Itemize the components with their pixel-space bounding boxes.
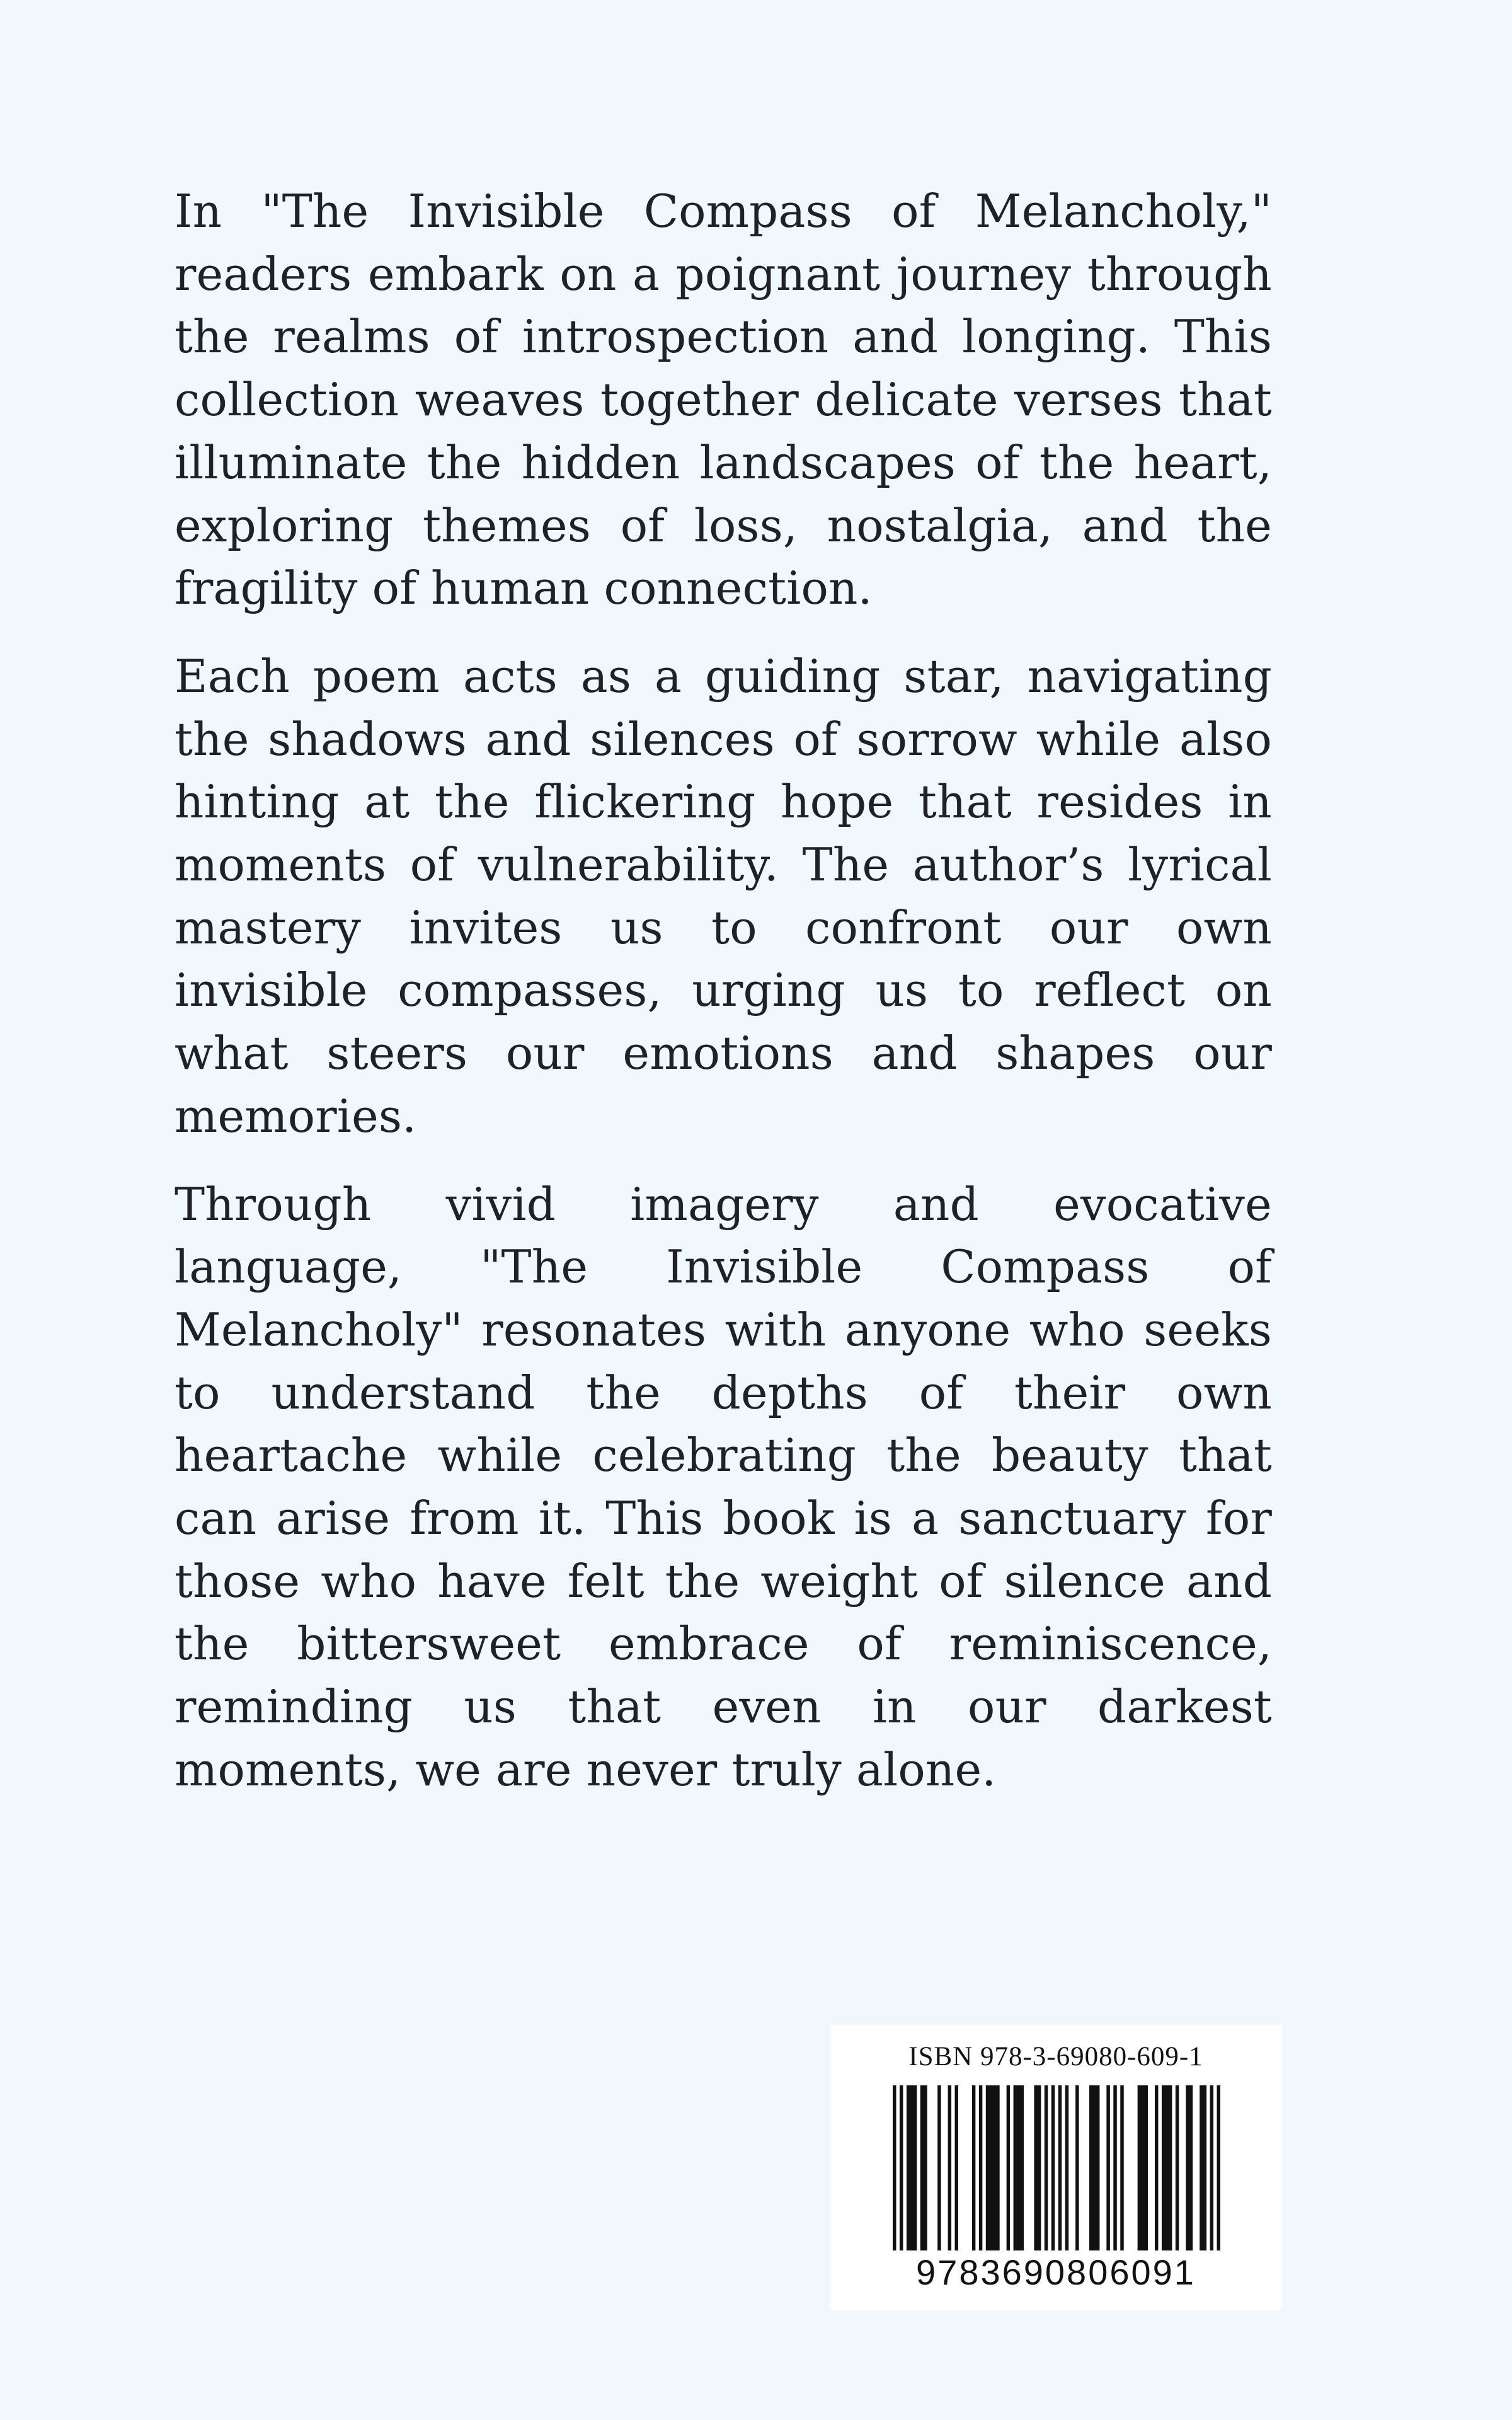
isbn-label: ISBN 978-3-69080-609-1: [908, 2042, 1203, 2071]
barcode-bar: [1007, 2085, 1010, 2250]
barcode-bar: [948, 2085, 951, 2250]
blurb-paragraph-2: Each poem acts as a guiding star, navigating the shadows and silences of sorrow while also hinting at the flickering hope that resides in moments of vulnerability. The author’s lyrical mastery invites us to confront our own invisible compasses, urging us to reflect on what steers our emotions and shapes our memories.: [175, 649, 1272, 1143]
barcode-bar: [1186, 2085, 1193, 2250]
barcode-bar: [986, 2085, 1000, 2250]
barcode-bar: [1176, 2085, 1179, 2250]
barcode-bar: [1058, 2085, 1062, 2250]
barcode-bar: [1155, 2085, 1158, 2250]
barcode-bar: [1217, 2085, 1220, 2250]
barcode-bar: [1200, 2085, 1206, 2250]
barcode-bar: [1089, 2085, 1099, 2250]
barcode-bar: [1065, 2085, 1068, 2250]
barcode-bar: [1106, 2085, 1109, 2250]
barcode-bar: [893, 2085, 896, 2250]
back-cover-blurb: [175, 180, 1272, 1827]
barcode-bar: [955, 2085, 958, 2250]
barcode-bar: [900, 2085, 903, 2250]
barcode-bar: [1113, 2085, 1116, 2250]
barcode-bar: [1120, 2085, 1123, 2250]
barcode-bars: [893, 2085, 1220, 2250]
barcode-bar: [972, 2085, 975, 2250]
barcode-bar: [1075, 2085, 1079, 2250]
barcode-bar: [937, 2085, 941, 2250]
barcode-bar: [1051, 2085, 1055, 2250]
barcode-bar: [1045, 2085, 1048, 2250]
ean-digits: 9783690806091: [916, 2252, 1196, 2292]
isbn-barcode-box: [830, 2025, 1282, 2310]
barcode-bar: [1014, 2085, 1024, 2250]
blurb-paragraph-1: In "The Invisible Compass of Melancholy," readers embark on a poignant journey through the realms of introspection and longing. This collection weaves together delicate verses that illuminate the hidden landscapes of the heart, exploring themes of loss, nostalgia, and the fragility of human connection.: [175, 185, 1272, 615]
barcode-bar: [1162, 2085, 1172, 2250]
barcode-bar: [1138, 2085, 1148, 2250]
blurb-paragraph-3: Through vivid imagery and evocative language, "The Invisible Compass of Melancholy" resonates with anyone who seeks to understand the depths of their own heartache while celebrating the beauty that can arise from it. This book is a sanctuary for those who have felt the weight of silence and the bittersweet embrace of reminiscence, reminding us that even in our darkest moments, we are never truly alone.: [175, 1177, 1272, 1796]
barcode-bar: [907, 2085, 917, 2250]
barcode-bar: [1210, 2085, 1213, 2250]
barcode-bar: [1034, 2085, 1041, 2250]
barcode-bar: [920, 2085, 927, 2250]
barcode-bar: [979, 2085, 982, 2250]
